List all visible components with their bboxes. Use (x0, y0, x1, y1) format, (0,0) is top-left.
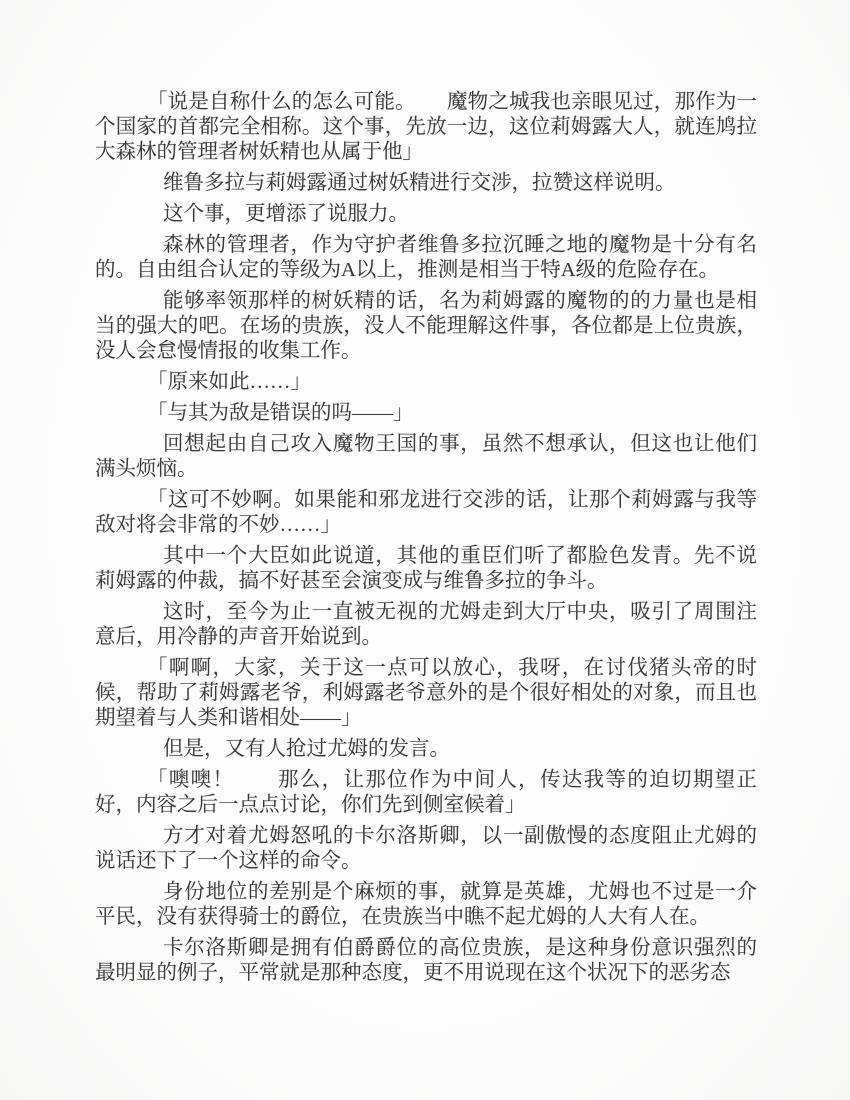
paragraph: 「与其为敌是错误的吗——」 (147, 402, 414, 424)
paragraph: 这个事，更增添了说服力。 (163, 203, 409, 225)
paragraph: 「这可不妙啊。如果能和邪龙进行交涉的话，让那个莉姆露与我等敌对将会非常的不妙……」 (95, 489, 757, 536)
paragraph: 方才对着尤姆怒吼的卡尔洛斯卿，以一副傲慢的态度阻止尤姆的说话还下了一个这样的命令。 (95, 825, 757, 872)
paragraph: 「原来如此……」 (147, 371, 311, 393)
paragraph: 其中一个大臣如此说道，其他的重臣们听了都脸色发青。先不说莉姆露的仲裁，搞不好甚至会演变成与维鲁多拉的争斗。 (95, 545, 757, 592)
paragraph: 卡尔洛斯卿是拥有伯爵爵位的高位贵族，是这种身份意识强烈的最明显的例子，平常就是那种态度，更不用说现在这个状况下的恶劣态 (95, 937, 757, 984)
paragraph: 回想起由自己攻入魔物王国的事，虽然不想承认，但这也让他们满头烦恼。 (95, 433, 757, 480)
paragraph: 「啊啊，大家，关于这一点可以放心，我呀，在讨伐猪头帝的时候，帮助了莉姆露老爷，利姆露老爷意外的是个很好相处的对象，而且也期望着与人类和谐相处——」 (95, 657, 757, 729)
paragraph: 身份地位的差别是个麻烦的事，就算是英雄，尤姆也不过是一介平民，没有获得骑士的爵位，在贵族当中瞧不起尤姆的人大有人在。 (95, 881, 757, 928)
paragraph: 能够率领那样的树妖精的话，名为莉姆露的魔物的的力量也是相当的强大的吧。在场的贵族，没人不能理解这件事，各位都是上位贵族，没人会怠慢情报的收集工作。 (95, 290, 757, 362)
paragraph: 维鲁多拉与莉姆露通过树妖精进行交涉，拉赞这样说明。 (163, 172, 676, 194)
paragraph: 「噢噢！ 那么，让那位作为中间人，传达我等的迫切期望正好，内容之后一点点讨论，你们先到侧室候着」 (95, 769, 757, 816)
paragraph: 「说是自称什么的怎么可能。 魔物之城我也亲眼见过，那作为一个国家的首都完全相称。这个事，先放一边，这位莉姆露大人，就连鸠拉大森林的管理者树妖精也从属于他」 (95, 91, 757, 163)
paragraph: 森林的管理者，作为守护者维鲁多拉沉睡之地的魔物是十分有名的。自由组合认定的等级为A以上，推测是相当于特A级的危险存在。 (95, 234, 757, 281)
paragraph: 但是，又有人抢过尤姆的发言。 (163, 738, 450, 760)
text-column (95, 90, 757, 992)
paragraph: 这时，至今为止一直被无视的尤姆走到大厅中央，吸引了周围注意后，用冷静的声音开始说到。 (95, 601, 757, 648)
